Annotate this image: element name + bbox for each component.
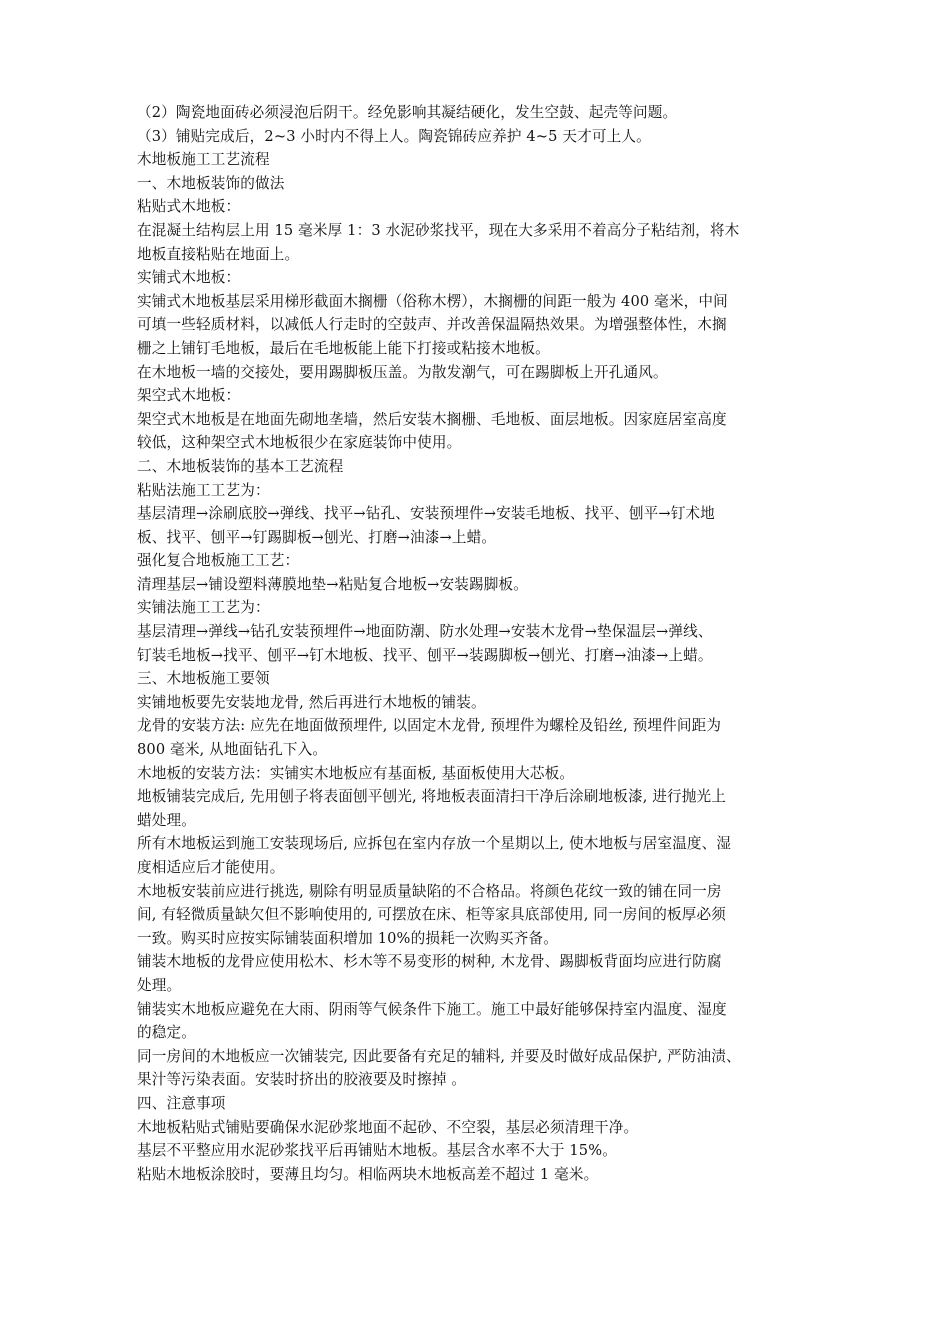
text-line: 的稳定。	[137, 1024, 196, 1042]
text-line: 木地板施工工艺流程	[137, 151, 270, 169]
text-line: 粘贴法施工工艺为：	[137, 481, 270, 499]
text-line: 所有木地板运到施工安装现场后, 应拆包在室内存放一个星期以上, 使木地板与居室温度、湿	[137, 835, 732, 853]
document-body	[137, 101, 813, 1186]
text-line: 铺装实木地板应避免在大雨、阴雨等气候条件下施工。施工中最好能够保持室内温度、湿度	[137, 1000, 727, 1018]
text-line: 强化复合地板施工工艺：	[137, 552, 300, 570]
text-line: 基层清理→涂刷底胶→弹线、找平→钻孔、安装预埋件→安装毛地板、找平、刨平→钉术地	[137, 505, 715, 523]
text-line: 二、木地板装饰的基本工艺流程	[137, 457, 344, 475]
text-line: 实铺式木地板：	[137, 269, 241, 287]
text-line: 在混凝土结构层上用 15 毫米厚 1：3 水泥砂浆找平，现在大多采用不着高分子粘结剂，将木	[137, 221, 740, 239]
text-line: 地板直接粘贴在地面上。	[137, 245, 300, 263]
text-line: 可填一些轻质材料，以减低人行走时的空鼓声、并改善保温隔热效果。为增强整体性，木搁	[137, 316, 727, 334]
text-line: 果汁等污染表面。安装时挤出的胶液要及时擦掉 。	[137, 1071, 467, 1089]
text-line: 一致。购买时应按实际铺装面积增加 10%的损耗一次购买齐备。	[137, 929, 559, 947]
text-line: 板、找平、刨平→钉踢脚板→刨光、打磨→油漆→上蜡。	[137, 528, 497, 546]
text-line: 800 毫米, 从地面钻孔下入。	[137, 741, 328, 759]
text-line: 栅之上铺钉毛地板，最后在毛地板能上能下打接或粘接木地板。	[137, 339, 550, 357]
text-line: 架空式木地板：	[137, 387, 241, 405]
text-line: 基层不平整应用水泥砂浆找平后再铺贴木地板。基层含水率不大于 15%。	[137, 1142, 617, 1160]
text-line: 三、木地板施工要领	[137, 670, 270, 688]
text-line: 粘贴木地板涂胶时，要薄且均匀。相临两块木地板高差不超过 1 毫米。	[137, 1165, 599, 1183]
text-line: 铺装木地板的龙骨应使用松木、杉木等不易变形的树种, 木龙骨、踢脚板背面均应进行防腐	[137, 953, 722, 971]
text-line: 较低，这种架空式木地板很少在家庭装饰中使用。	[137, 434, 462, 452]
text-line: 在木地板一墙的交接处，要用踢脚板压盖。为散发潮气，可在踢脚板上开孔通风。	[137, 363, 668, 381]
text-line: 度相适应后才能使用。	[137, 859, 285, 876]
text-line: 实铺法施工工艺为：	[137, 599, 270, 617]
text-line: 间, 有轻微质量缺欠但不影响使用的, 可摆放在床、柜等家具底部使用, 同一房间的板厚必须	[137, 906, 726, 924]
text-line: 同一房间的木地板应一次铺装完, 因此要备有充足的辅料, 并要及时做好成品保护, 严防油渍、	[137, 1047, 741, 1065]
text-line: 架空式木地板是在地面先砌地垄墙，然后安装木搁栅、毛地板、面层地板。因家庭居室高度	[137, 410, 727, 428]
text-line: 处理。	[137, 976, 182, 994]
text-line: 龙骨的安装方法: 应先在地面做预埋件, 以固定木龙骨, 预埋件为螺栓及铅丝, 预埋件间距为	[137, 717, 722, 735]
text-line: 一、木地板装饰的做法	[137, 174, 285, 192]
text-line: 木地板粘贴式铺贴要确保水泥砂浆地面不起砂、不空裂，基层必须清理干净。	[137, 1118, 639, 1136]
text-line: 四、注意事项	[137, 1094, 226, 1112]
text-line: 蜡处理。	[137, 811, 196, 829]
text-line: 实铺地板要先安装地龙骨, 然后再进行木地板的铺装。	[137, 693, 486, 711]
text-line: 木地板的安装方法：实铺实木地板应有基面板, 基面板使用大芯板。	[137, 764, 575, 782]
text-line: 地板铺装完成后, 先用刨子将表面刨平刨光, 将地板表面清扫干净后涂刷地板漆, 进行抛光上	[137, 788, 726, 806]
text-line: （2）陶瓷地面砖必须浸泡后阴干。经免影响其凝结硬化，发生空鼓、起壳等问题。	[137, 104, 678, 121]
text-line: 实铺式木地板基层采用梯形截面木搁栅（俗称木楞），木搁栅的间距一般为 400 毫米，中间	[137, 292, 728, 310]
text-line: （3）铺贴完成后，2~3 小时内不得上人。陶瓷锦砖应养护 4~5 天才可上人。	[137, 127, 651, 145]
text-line: 钉装毛地板→找平、刨平→钉木地板、找平、刨平→装踢脚板→刨光、打磨→油漆→上蜡。	[137, 646, 713, 664]
text-line: 木地板安装前应进行挑选, 剔除有明显质量缺陷的不合格品。将颜色花纹一致的铺在同一房	[137, 882, 722, 900]
text-line: 基层清理→弹线→钻孔安装预埋件→地面防潮、防水处理→安装木龙骨→垫保温层→弹线、	[137, 623, 713, 641]
text-line: 粘贴式木地板：	[137, 198, 241, 216]
text-line: 清理基层→铺设塑料薄膜地垫→粘贴复合地板→安装踢脚板。	[137, 575, 528, 593]
